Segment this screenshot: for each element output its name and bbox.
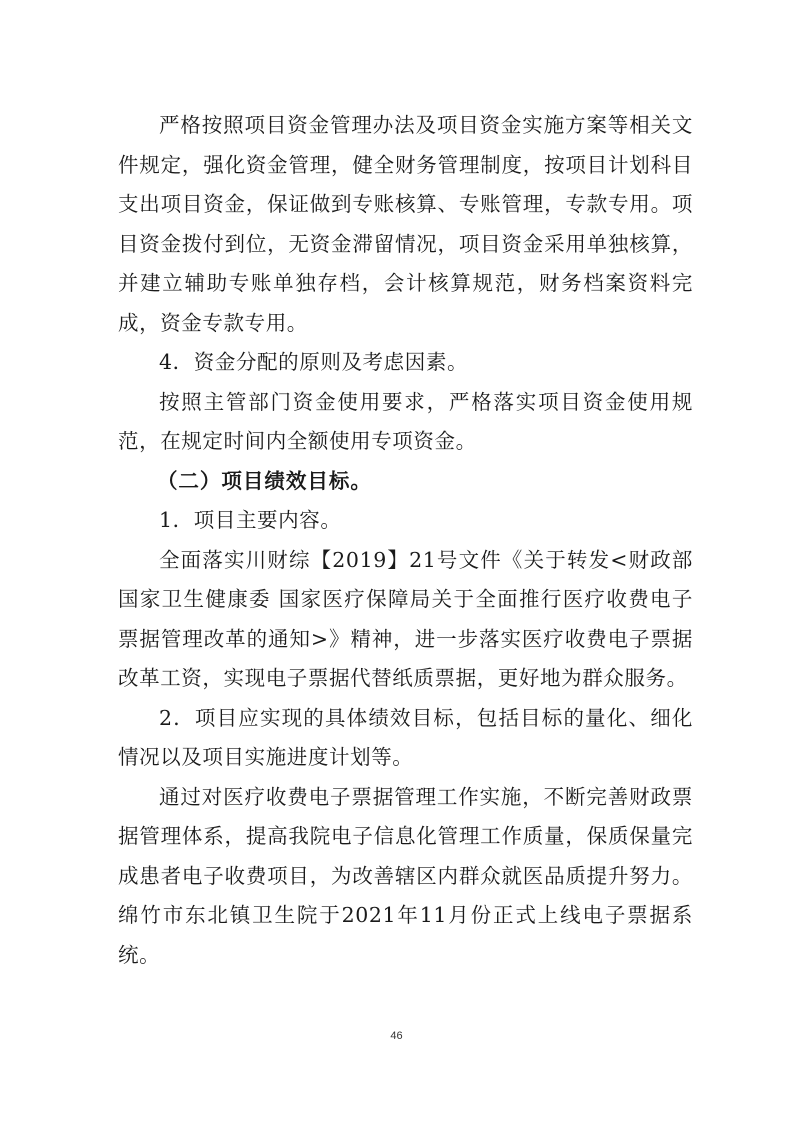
section-heading-performance-goals: （二）项目绩效目标。 <box>156 468 372 493</box>
page-number: 46 <box>390 1030 403 1042</box>
paragraph-fund-allocation-body: 按照主管部门资金使用要求，严格落实项目资金使用规范，在规定时间内全额使用专项资金。 <box>118 389 693 453</box>
paragraph-specific-goals-title: 2．项目应实现的具体绩效目标，包括目标的量化、细化情况以及项目实施进度计划等。 <box>118 705 693 769</box>
paragraph-fund-allocation-title: 4．资金分配的原则及考虑因素。 <box>159 350 469 374</box>
paragraph-specific-goals-body: 通过对医疗收费电子票据管理工作实施，不断完善财政票据管理体系，提高我院电子信息化管理工作质量，保质保量完成患者电子收费项目，为改善辖区内群众就医品质提升努力。绵竹市东北镇卫生院于2021年11月份正式上线电子票据系统。 <box>118 784 693 967</box>
paragraph-main-content-body: 全面落实川财综【2019】21号文件《关于转发<财政部 国家卫生健康委 国家医疗保障局关于全面推行医疗收费电子票据管理改革的通知>》精神，进一步落实医疗收费电子票据改革工资，实现电子票据代替纸质票据，更好地为群众服务。 <box>118 547 693 690</box>
paragraph-main-content-title: 1．项目主要内容。 <box>159 508 342 532</box>
document-body <box>118 106 693 975</box>
paragraph-fund-management: 严格按照项目资金管理办法及项目资金实施方案等相关文件规定，强化资金管理，健全财务管理制度，按项目计划科目支出项目资金，保证做到专账核算、专账管理，专款专用。项目资金拨付到位，无资金滞留情况，项目资金采用单独核算，并建立辅助专账单独存档，会计核算规范，财务档案资料完成，资金专款专用。 <box>118 113 693 335</box>
